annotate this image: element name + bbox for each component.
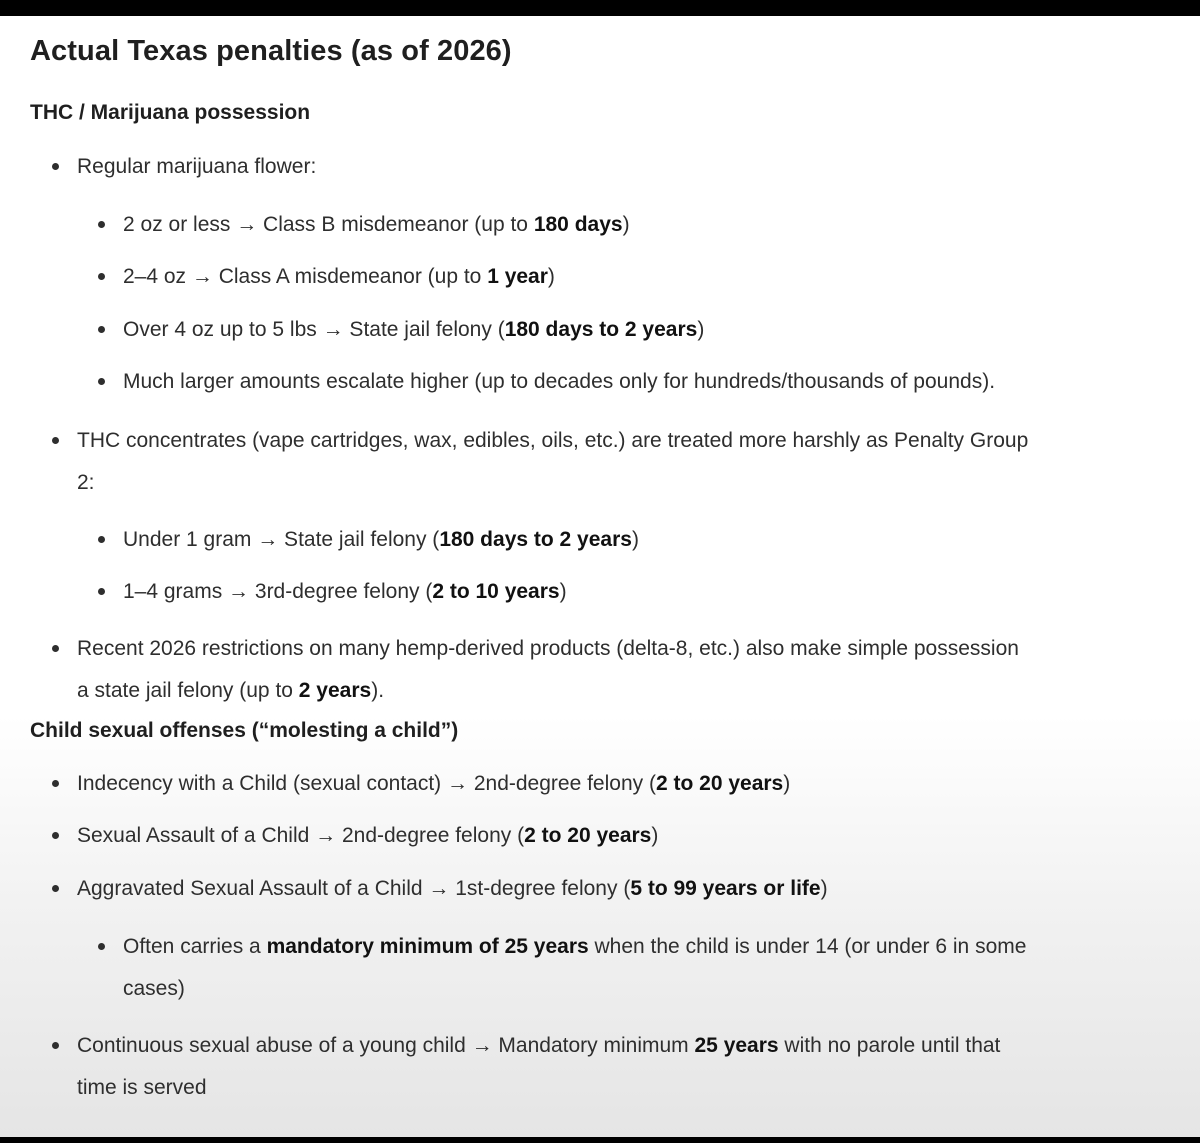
item-text: Continuous sexual abuse of a young child → Mandatory minimum bbox=[77, 1034, 695, 1057]
bullet-icon bbox=[98, 588, 105, 595]
sub-item-bold: 2 to 10 years bbox=[432, 580, 560, 603]
list-item-hemp-restrictions-cont bbox=[77, 670, 384, 712]
item-text-end: ) bbox=[820, 877, 828, 900]
list-item-aggravated-assault bbox=[77, 868, 828, 910]
sub-item-text-end: when the child is under 14 (or under 6 in some bbox=[588, 935, 1027, 958]
sub-item-text-end: ) bbox=[622, 213, 630, 236]
bullet-icon bbox=[98, 326, 105, 333]
list-item-continuous-abuse-cont: time is served bbox=[77, 1076, 207, 1099]
item-bold: 2 to 20 years bbox=[524, 824, 652, 847]
item-bold: 25 years bbox=[694, 1034, 779, 1057]
item-text-end: ). bbox=[371, 679, 385, 702]
sub-item-text: Over 4 oz up to 5 lbs → State jail felony ( bbox=[123, 318, 505, 341]
item-text: a state jail felony (up to bbox=[77, 679, 299, 702]
sub-item-2-4oz bbox=[123, 256, 555, 298]
list-item-thc-concentrates: THC concentrates (vape cartridges, wax, edibles, oils, etc.) are treated more harshly as Penalty Group bbox=[77, 429, 1029, 452]
bullet-icon bbox=[98, 943, 105, 950]
response-panel bbox=[0, 16, 1200, 1137]
sub-item-1-4g bbox=[123, 571, 567, 613]
page-title: Actual Texas penalties (as of 2026) bbox=[30, 35, 512, 67]
list-item-regular-flower: Regular marijuana flower: bbox=[77, 155, 317, 178]
sub-item-bold: 180 days bbox=[533, 213, 623, 236]
item-text-end: ) bbox=[783, 772, 791, 795]
sub-item-text-end: ) bbox=[547, 265, 555, 288]
section-heading-thc: THC / Marijuana possession bbox=[30, 101, 311, 124]
sub-item-text: 2 oz or less → Class B misdemeanor (up to bbox=[123, 213, 534, 236]
item-text-end: with no parole until that bbox=[778, 1034, 1001, 1057]
list-item-sexual-assault bbox=[77, 815, 658, 857]
item-bold: 5 to 99 years or life bbox=[630, 877, 821, 900]
sub-item-bold: mandatory minimum of 25 years bbox=[266, 935, 589, 958]
sub-item-text-end: ) bbox=[631, 528, 639, 551]
sub-item-text: Often carries a bbox=[123, 935, 267, 958]
bullet-icon bbox=[98, 378, 105, 385]
sub-item-larger-amounts: Much larger amounts escalate higher (up to decades only for hundreds/thousands of pounds). bbox=[123, 370, 996, 393]
sub-item-text: Under 1 gram → State jail felony ( bbox=[123, 528, 440, 551]
sub-item-text: 1–4 grams → 3rd-degree felony ( bbox=[123, 580, 433, 603]
list-item-thc-concentrates-cont: 2: bbox=[77, 471, 95, 494]
list-item-hemp-restrictions: Recent 2026 restrictions on many hemp-derived products (delta-8, etc.) also make simple possession bbox=[77, 637, 1019, 660]
sub-item-mandatory-minimum bbox=[123, 926, 1026, 968]
sub-item-over-4oz bbox=[123, 309, 704, 351]
bullet-icon bbox=[98, 221, 105, 228]
bullet-icon bbox=[52, 645, 59, 652]
bullet-icon bbox=[52, 163, 59, 170]
sub-item-text: 2–4 oz → Class A misdemeanor (up to bbox=[123, 265, 488, 288]
item-bold: 2 to 20 years bbox=[655, 772, 784, 795]
item-text: Indecency with a Child (sexual contact) → 2nd-degree felony ( bbox=[77, 772, 656, 795]
sub-item-under-1g bbox=[123, 519, 639, 561]
bullet-icon bbox=[52, 437, 59, 444]
bullet-icon bbox=[52, 1042, 59, 1049]
bullet-icon bbox=[52, 885, 59, 892]
item-text-end: ) bbox=[651, 824, 659, 847]
bullet-icon bbox=[52, 780, 59, 787]
sub-item-bold: 1 year bbox=[487, 265, 548, 288]
list-item-indecency bbox=[77, 763, 790, 805]
item-text: Sexual Assault of a Child → 2nd-degree felony ( bbox=[77, 824, 525, 847]
sub-item-text-end: ) bbox=[559, 580, 567, 603]
item-bold: 2 years bbox=[298, 679, 372, 702]
sub-item-text-end: ) bbox=[697, 318, 705, 341]
section-heading-child-offenses: Child sexual offenses (“molesting a child”) bbox=[30, 719, 459, 742]
item-text: Aggravated Sexual Assault of a Child → 1st-degree felony ( bbox=[77, 877, 631, 900]
sub-item-mandatory-minimum-cont: cases) bbox=[123, 977, 185, 1000]
bullet-icon bbox=[98, 536, 105, 543]
sub-item-2oz bbox=[123, 204, 630, 246]
bullet-icon bbox=[98, 273, 105, 280]
bullet-icon bbox=[52, 832, 59, 839]
list-item-continuous-abuse bbox=[77, 1025, 1000, 1067]
sub-item-bold: 180 days to 2 years bbox=[439, 528, 632, 551]
sub-item-bold: 180 days to 2 years bbox=[504, 318, 698, 341]
